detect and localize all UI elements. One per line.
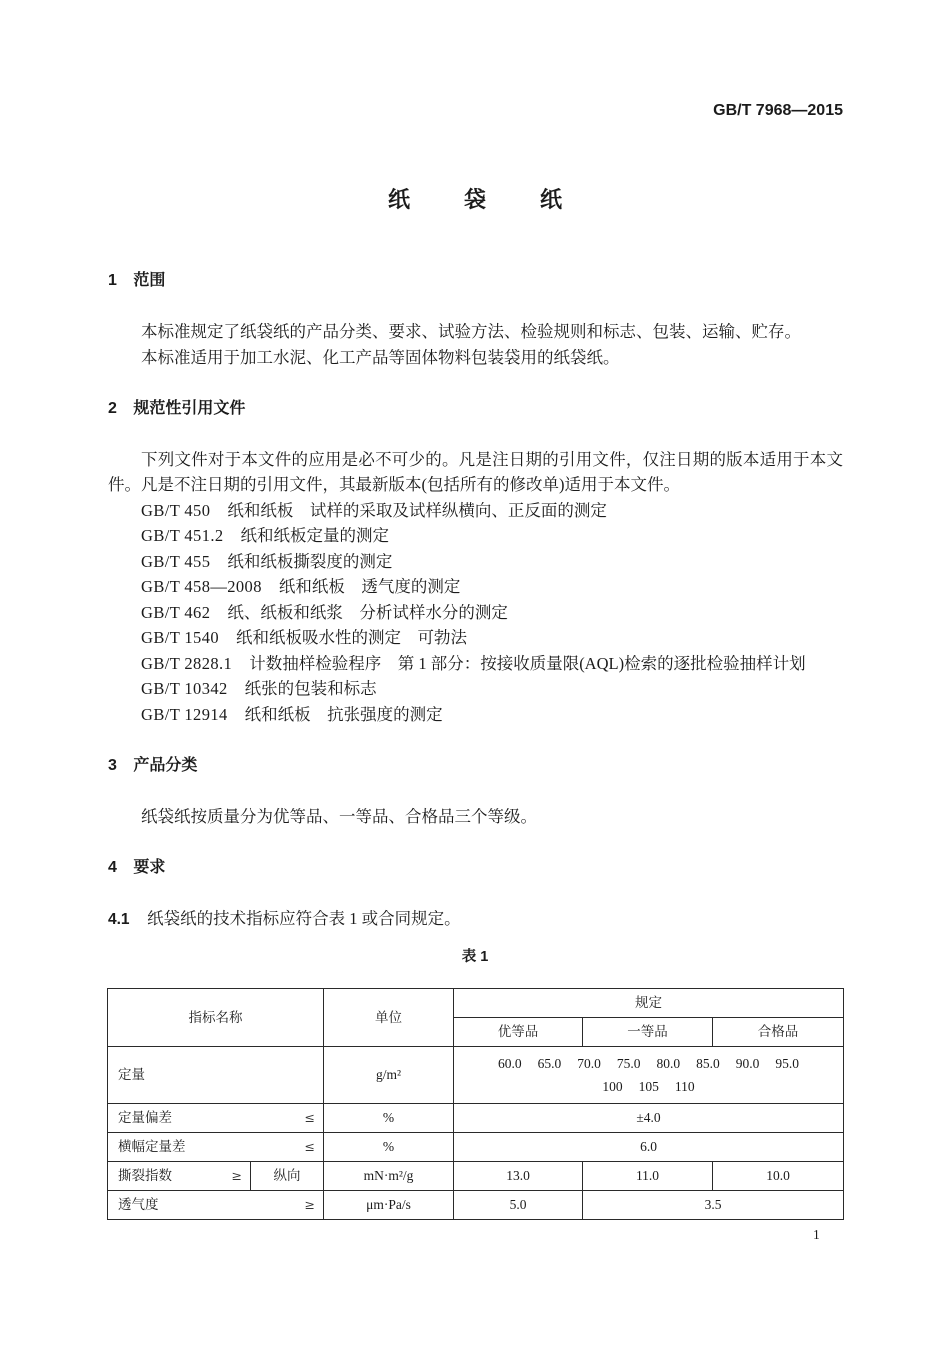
- comparator-symbol: ≥: [231, 1168, 242, 1183]
- reference-item: [108, 549, 843, 575]
- reference-code: GB/T 450: [141, 500, 211, 520]
- reference-title: 纸张的包装和标志: [244, 679, 377, 698]
- classification-paragraphs: [108, 804, 843, 830]
- values-line: [454, 1075, 843, 1098]
- grammage-value: 110: [674, 1079, 695, 1094]
- section-heading-classification: [108, 753, 843, 779]
- reference-code: GB/T 458—2008: [141, 577, 262, 596]
- grammage-value: 95.0: [775, 1056, 799, 1071]
- section-number: 3: [108, 756, 117, 774]
- grammage-value: 105: [638, 1079, 659, 1094]
- section-heading-requirements: [108, 855, 843, 881]
- value-cell-first-qualified: 3.5: [583, 1191, 844, 1220]
- section-heading-normative-references: [108, 396, 843, 422]
- comparator-symbol: ≥: [304, 1197, 315, 1212]
- table-row: [108, 1162, 844, 1191]
- reference-code: GB/T 462: [141, 602, 211, 622]
- grammage-value: 85.0: [696, 1056, 720, 1071]
- table-row: [108, 1047, 844, 1104]
- reference-item: [108, 600, 843, 626]
- header-grade-qualified: 合格品: [713, 1018, 844, 1047]
- indicator-cell: [108, 1133, 324, 1162]
- comparator-symbol: ≤: [304, 1139, 315, 1154]
- values-line: [454, 1052, 843, 1075]
- normative-references: [108, 447, 843, 728]
- table-row: [108, 1133, 844, 1162]
- grammage-value: 75.0: [616, 1056, 641, 1071]
- unit-cell: mN·m²/g: [324, 1162, 454, 1191]
- reference-item: [108, 574, 843, 600]
- value-cell: 6.0: [454, 1133, 844, 1162]
- indicator-name: 定量偏差: [118, 1110, 172, 1125]
- scope-paragraphs: [108, 319, 843, 370]
- value-cell-qualified: 10.0: [713, 1162, 844, 1191]
- header-grade-superior: 优等品: [454, 1018, 583, 1047]
- header-specification: 规定: [454, 989, 844, 1018]
- paragraph: 本标准适用于加工水泥、化工产品等固体物料包装袋用的纸袋纸。: [141, 347, 620, 367]
- reference-code: GB/T 1540: [141, 628, 220, 647]
- reference-title: 纸、纸板和纸浆 分析试样水分的测定: [227, 602, 508, 622]
- grammage-value: 100: [602, 1079, 623, 1094]
- paragraph: 纸袋纸按质量分为优等品、一等品、合格品三个等级。: [141, 806, 537, 826]
- unit-cell: g/m²: [324, 1047, 454, 1104]
- reference-title: 纸和纸板 透气度的测定: [278, 577, 461, 596]
- section-title: 规范性引用文件: [133, 399, 246, 417]
- grammage-values-cell: [454, 1047, 844, 1104]
- reference-title: 纸和纸板撕裂度的测定: [227, 551, 393, 571]
- header-grade-first: 一等品: [583, 1018, 713, 1047]
- section-title: 范围: [133, 272, 166, 289]
- reference-item: [108, 702, 843, 728]
- unit-cell: %: [324, 1133, 454, 1162]
- section-title: 要求: [133, 858, 166, 876]
- table-row: [108, 1191, 844, 1220]
- paragraph-line: 件。凡是不注日期的引用文件，其最新版本(包括所有的修改单)适用于本文件。: [108, 475, 680, 494]
- indicator-name: 横幅定量差: [118, 1139, 186, 1154]
- clause-number: 4.1: [108, 910, 130, 928]
- section-number: 1: [108, 272, 117, 289]
- section-title: 产品分类: [133, 756, 198, 774]
- paragraph-line: 下列文件对于本文件的应用是必不可少的。凡是注日期的引用文件，仅注日期的版本适用于本文: [141, 449, 843, 469]
- indicator-name: 透气度: [118, 1197, 159, 1212]
- value-cell-first: 11.0: [583, 1162, 713, 1191]
- clause-4-1: [108, 906, 843, 932]
- spec-table: [107, 988, 844, 1220]
- page-number: 1: [813, 1227, 820, 1242]
- grammage-value: 65.0: [537, 1056, 562, 1071]
- comparator-symbol: ≤: [304, 1110, 315, 1125]
- paragraph: 本标准规定了纸袋纸的产品分类、要求、试验方法、检验规则和标志、包装、运输、贮存。: [141, 322, 801, 341]
- reference-item: [108, 498, 843, 524]
- reference-item: [108, 625, 843, 651]
- reference-code: GB/T 2828.1: [141, 653, 233, 673]
- reference-title: 纸和纸板吸水性的测定 可勃法: [236, 628, 468, 647]
- section-number: 4: [108, 858, 117, 876]
- direction-cell: 纵向: [251, 1162, 324, 1191]
- header-unit: 单位: [324, 989, 454, 1047]
- grammage-value: 60.0: [498, 1056, 522, 1071]
- indicator-wrap: [108, 1065, 323, 1085]
- document-title: 纸 袋 纸: [387, 187, 578, 212]
- value-cell-superior: 13.0: [454, 1162, 583, 1191]
- grammage-value: 80.0: [656, 1056, 681, 1071]
- grammage-value: 90.0: [735, 1056, 760, 1071]
- reference-code: GB/T 12914: [141, 704, 228, 724]
- reference-code: GB/T 451.2: [141, 526, 224, 545]
- reference-item: [108, 523, 843, 549]
- unit-cell: μm·Pa/s: [324, 1191, 454, 1220]
- indicator-name: 撕裂指数: [118, 1168, 172, 1183]
- table-row: [108, 1104, 844, 1133]
- document-body: [108, 268, 843, 931]
- table-caption: 表 1: [461, 949, 489, 965]
- reference-title: 纸和纸板定量的测定: [240, 526, 390, 545]
- grammage-value: 70.0: [577, 1056, 601, 1071]
- indicator-name: 定量: [118, 1067, 145, 1082]
- header-indicator-name: 指标名称: [108, 989, 324, 1047]
- standard-code: GB/T 7968—2015: [713, 102, 843, 119]
- clause-text: 纸袋纸的技术指标应符合表 1 或合同规定。: [147, 908, 461, 928]
- indicator-wrap: [108, 1195, 323, 1215]
- reference-code: GB/T 10342: [141, 679, 228, 698]
- indicator-cell: [108, 1162, 251, 1191]
- reference-title: 纸和纸板 试样的采取及试样纵横向、正反面的测定: [227, 500, 607, 520]
- indicator-wrap: [108, 1108, 323, 1128]
- reference-item: [108, 676, 843, 702]
- indicator-wrap: [108, 1137, 323, 1157]
- value-cell-superior: 5.0: [454, 1191, 583, 1220]
- table-header-row: [108, 989, 844, 1018]
- reference-title: 纸和纸板 抗张强度的测定: [244, 704, 443, 724]
- reference-title: 计数抽样检验程序 第 1 部分：按接收质量限(AQL)检索的逐批检验抽样计划: [249, 653, 806, 673]
- indicator-wrap: [108, 1166, 250, 1186]
- section-number: 2: [108, 399, 117, 417]
- unit-cell: %: [324, 1104, 454, 1133]
- reference-item: [108, 651, 843, 677]
- value-cell: ±4.0: [454, 1104, 844, 1133]
- reference-code: GB/T 455: [141, 551, 211, 571]
- indicator-cell: [108, 1104, 324, 1133]
- indicator-cell: [108, 1047, 324, 1104]
- section-heading-scope: [108, 268, 843, 294]
- indicator-cell: [108, 1191, 324, 1220]
